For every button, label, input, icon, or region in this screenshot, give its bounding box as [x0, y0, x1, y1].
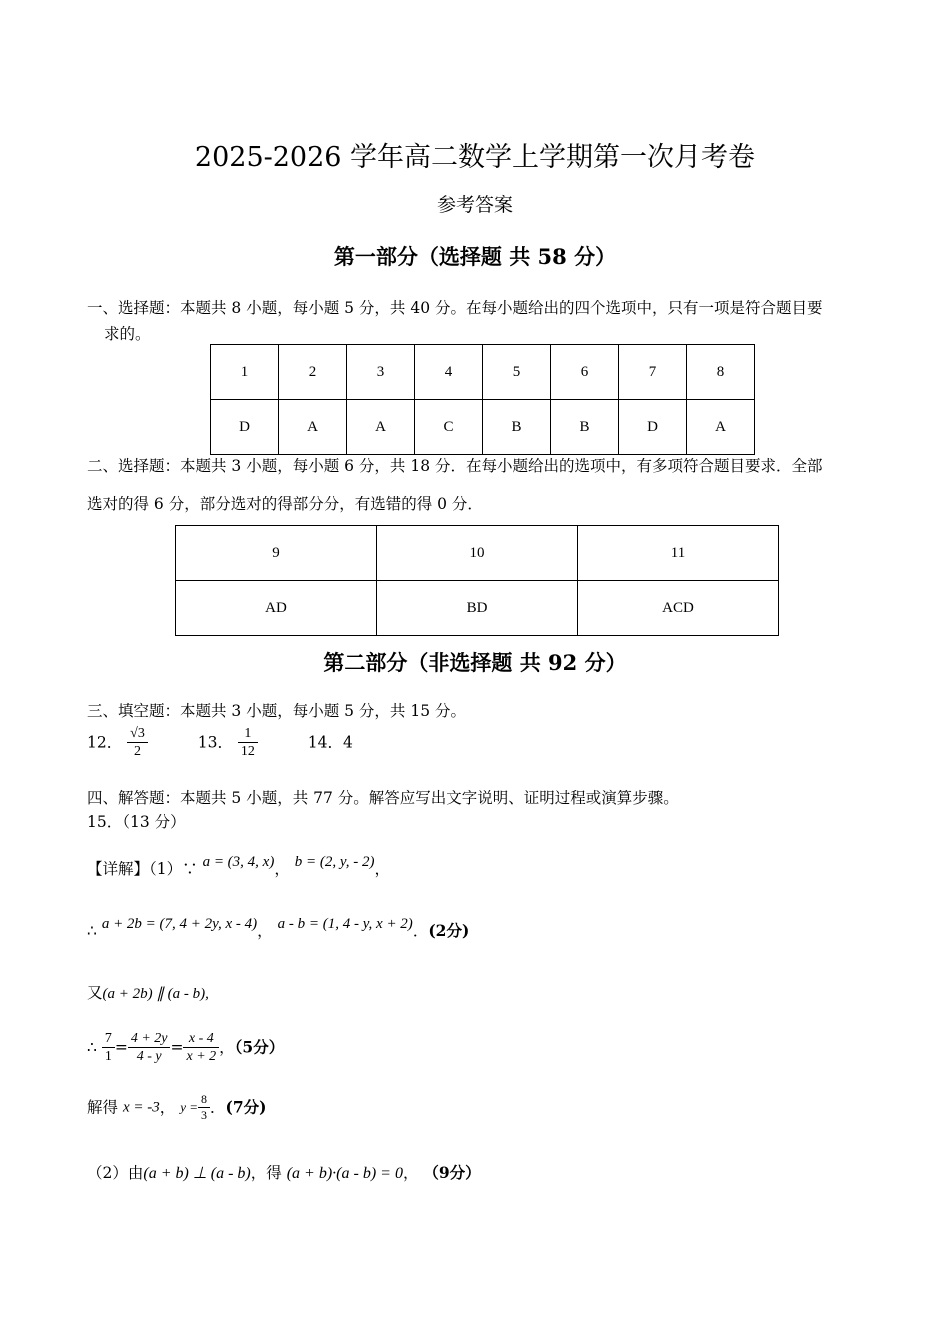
ratio-fraction-3 [183, 1030, 219, 1065]
q12-label: 12． [87, 733, 123, 752]
ratio-fraction-1 [102, 1030, 115, 1065]
vector-a: a = (3, 4, x) [202, 854, 275, 870]
vector-b: b = (2, y, - 2) [294, 854, 375, 870]
table-cell: 9 [176, 526, 377, 581]
q12-numerator: √3 [127, 725, 148, 743]
fraction-numerator: x - 4 [183, 1030, 219, 1048]
table-cell: 4 [415, 345, 483, 400]
therefore-symbol: ∴ [87, 922, 97, 940]
table-row-numbers [211, 345, 755, 400]
page-title: 2025-2026 学年高二数学上学期第一次月考卷 [194, 142, 756, 173]
section1-answer-table [210, 344, 755, 455]
section2-intro-line1: 二、选择题：本题共 3 小题，每小题 6 分，共 18 分．在每小题给出的选项中，有多项符合题目要求．全部 [87, 457, 823, 475]
table-cell: 7 [619, 345, 687, 400]
q13-denominator: 12 [240, 744, 255, 759]
parallel-expression: (a + 2b) ∥ (a - b), [102, 986, 209, 1002]
fraction-denominator: x + 2 [186, 1049, 217, 1064]
fraction-numerator: 4 + 2y [128, 1030, 171, 1048]
table-cell: 1 [211, 345, 279, 400]
table-cell: A [347, 400, 415, 455]
y-prefix: y = [180, 1099, 198, 1115]
part2-heading: 第二部分（非选择题 共 92 分） [323, 650, 627, 675]
detail-line-ratio: ∴ $\frac{7}{1}$ = $\frac{4 + 2y}{4 - y}$ = $\frac{x - 4}{x + 2}$ ，（5分） [87, 1031, 285, 1064]
table-cell: BD [377, 581, 578, 636]
table-cell: C [415, 400, 483, 455]
table-cell: 2 [279, 345, 347, 400]
fraction-numerator: 8 [198, 1092, 210, 1108]
perpendicular-expression: (a + b) ⊥ (a - b) [143, 1165, 251, 1182]
q13-answer-fraction [238, 725, 258, 760]
score-marker: （9分） [423, 1163, 481, 1182]
table-cell: 8 [687, 345, 755, 400]
dot-product-expression: (a + b)·(a - b) = 0 [286, 1165, 403, 1182]
table-cell: D [619, 400, 687, 455]
x-value: x = -3 [122, 1099, 160, 1116]
table-cell: 6 [551, 345, 619, 400]
fill-in-answers [87, 725, 353, 760]
fraction-denominator: 3 [200, 1108, 207, 1122]
table-cell: 11 [578, 526, 779, 581]
part2-prefix: （2）由 [87, 1164, 144, 1182]
q14-answer: 14．4 [307, 733, 353, 752]
part1-heading: 第一部分（选择题 共 58 分） [333, 244, 617, 269]
detail-line-sum-diff: ∴ a + 2b = (7, 4 + 2y, x - 4)， a - b = (1, 4 - y, x + 2)．(2分) [87, 916, 470, 940]
table-row-answers [211, 400, 755, 455]
table-row-answers [176, 581, 779, 636]
fraction-denominator: 4 - y [136, 1049, 162, 1064]
table-cell: ACD [578, 581, 779, 636]
q15-header: 15．（13 分） [87, 813, 186, 831]
solve-prefix: 解得 [87, 1098, 119, 1117]
section1-intro-line2: 求的。 [104, 325, 151, 343]
score-marker: (2分) [428, 921, 470, 940]
table-cell: A [279, 400, 347, 455]
detail-line-perpendicular: （2）由(a + b) ⊥ (a - b)，得 (a + b)·(a - b) = 0， （9分） [87, 1163, 481, 1182]
table-cell: AD [176, 581, 377, 636]
score-marker: (7分) [225, 1097, 267, 1117]
score-marker: （5分） [234, 1037, 285, 1057]
section1-intro-line1: 一、选择题：本题共 8 小题，每小题 5 分，共 40 分。在每小题给出的四个选项中，只有一项是符合题目要 [87, 299, 823, 317]
detail-line-parallel [87, 980, 209, 1007]
table-cell: 10 [377, 526, 578, 581]
ratio-fraction-2 [128, 1030, 171, 1065]
q12-answer-fraction [127, 725, 148, 760]
section2-intro-line2: 选对的得 6 分，部分选对的得部分分，有选错的得 0 分． [87, 495, 483, 513]
get-word: ，得 [250, 1164, 282, 1182]
detail-line-vectors: 【详解】（1）∵ a = (3, 4, x)， b = (2, y, - 2)， [87, 854, 390, 878]
q12-denominator: 2 [134, 744, 142, 759]
section4-intro: 四、解答题：本题共 5 小题，共 77 分。解答应写出文字说明、证明过程或演算步骤。 [87, 789, 679, 807]
detail-label: 【详解】（1）∵ [87, 860, 198, 878]
therefore-symbol: ∴ [87, 1038, 97, 1057]
sum-vector: a + 2b = (7, 4 + 2y, x - 4) [101, 916, 258, 932]
section3-intro: 三、填空题：本题共 3 小题，每小题 5 分，共 15 分。 [87, 702, 467, 720]
table-row-numbers [176, 526, 779, 581]
y-value-fraction [198, 1092, 210, 1123]
table-cell: B [551, 400, 619, 455]
parallel-prefix: 又 [87, 984, 103, 1002]
section1-intro [87, 295, 823, 347]
fraction-numerator: 7 [102, 1030, 115, 1048]
page-subtitle: 参考答案 [436, 194, 513, 216]
table-cell: 5 [483, 345, 551, 400]
diff-vector: a - b = (1, 4 - y, x + 2) [277, 916, 413, 932]
table-cell: 3 [347, 345, 415, 400]
table-cell: A [687, 400, 755, 455]
table-cell: D [211, 400, 279, 455]
table-cell: B [483, 400, 551, 455]
section2-answer-table [175, 525, 779, 636]
fraction-denominator: 1 [104, 1049, 112, 1064]
q13-numerator: 1 [238, 725, 258, 743]
detail-line-solution: 解得 x = -3， y = $\frac{8}{3}$ ．(7分) [87, 1092, 267, 1122]
q13-label: 13． [197, 733, 233, 752]
